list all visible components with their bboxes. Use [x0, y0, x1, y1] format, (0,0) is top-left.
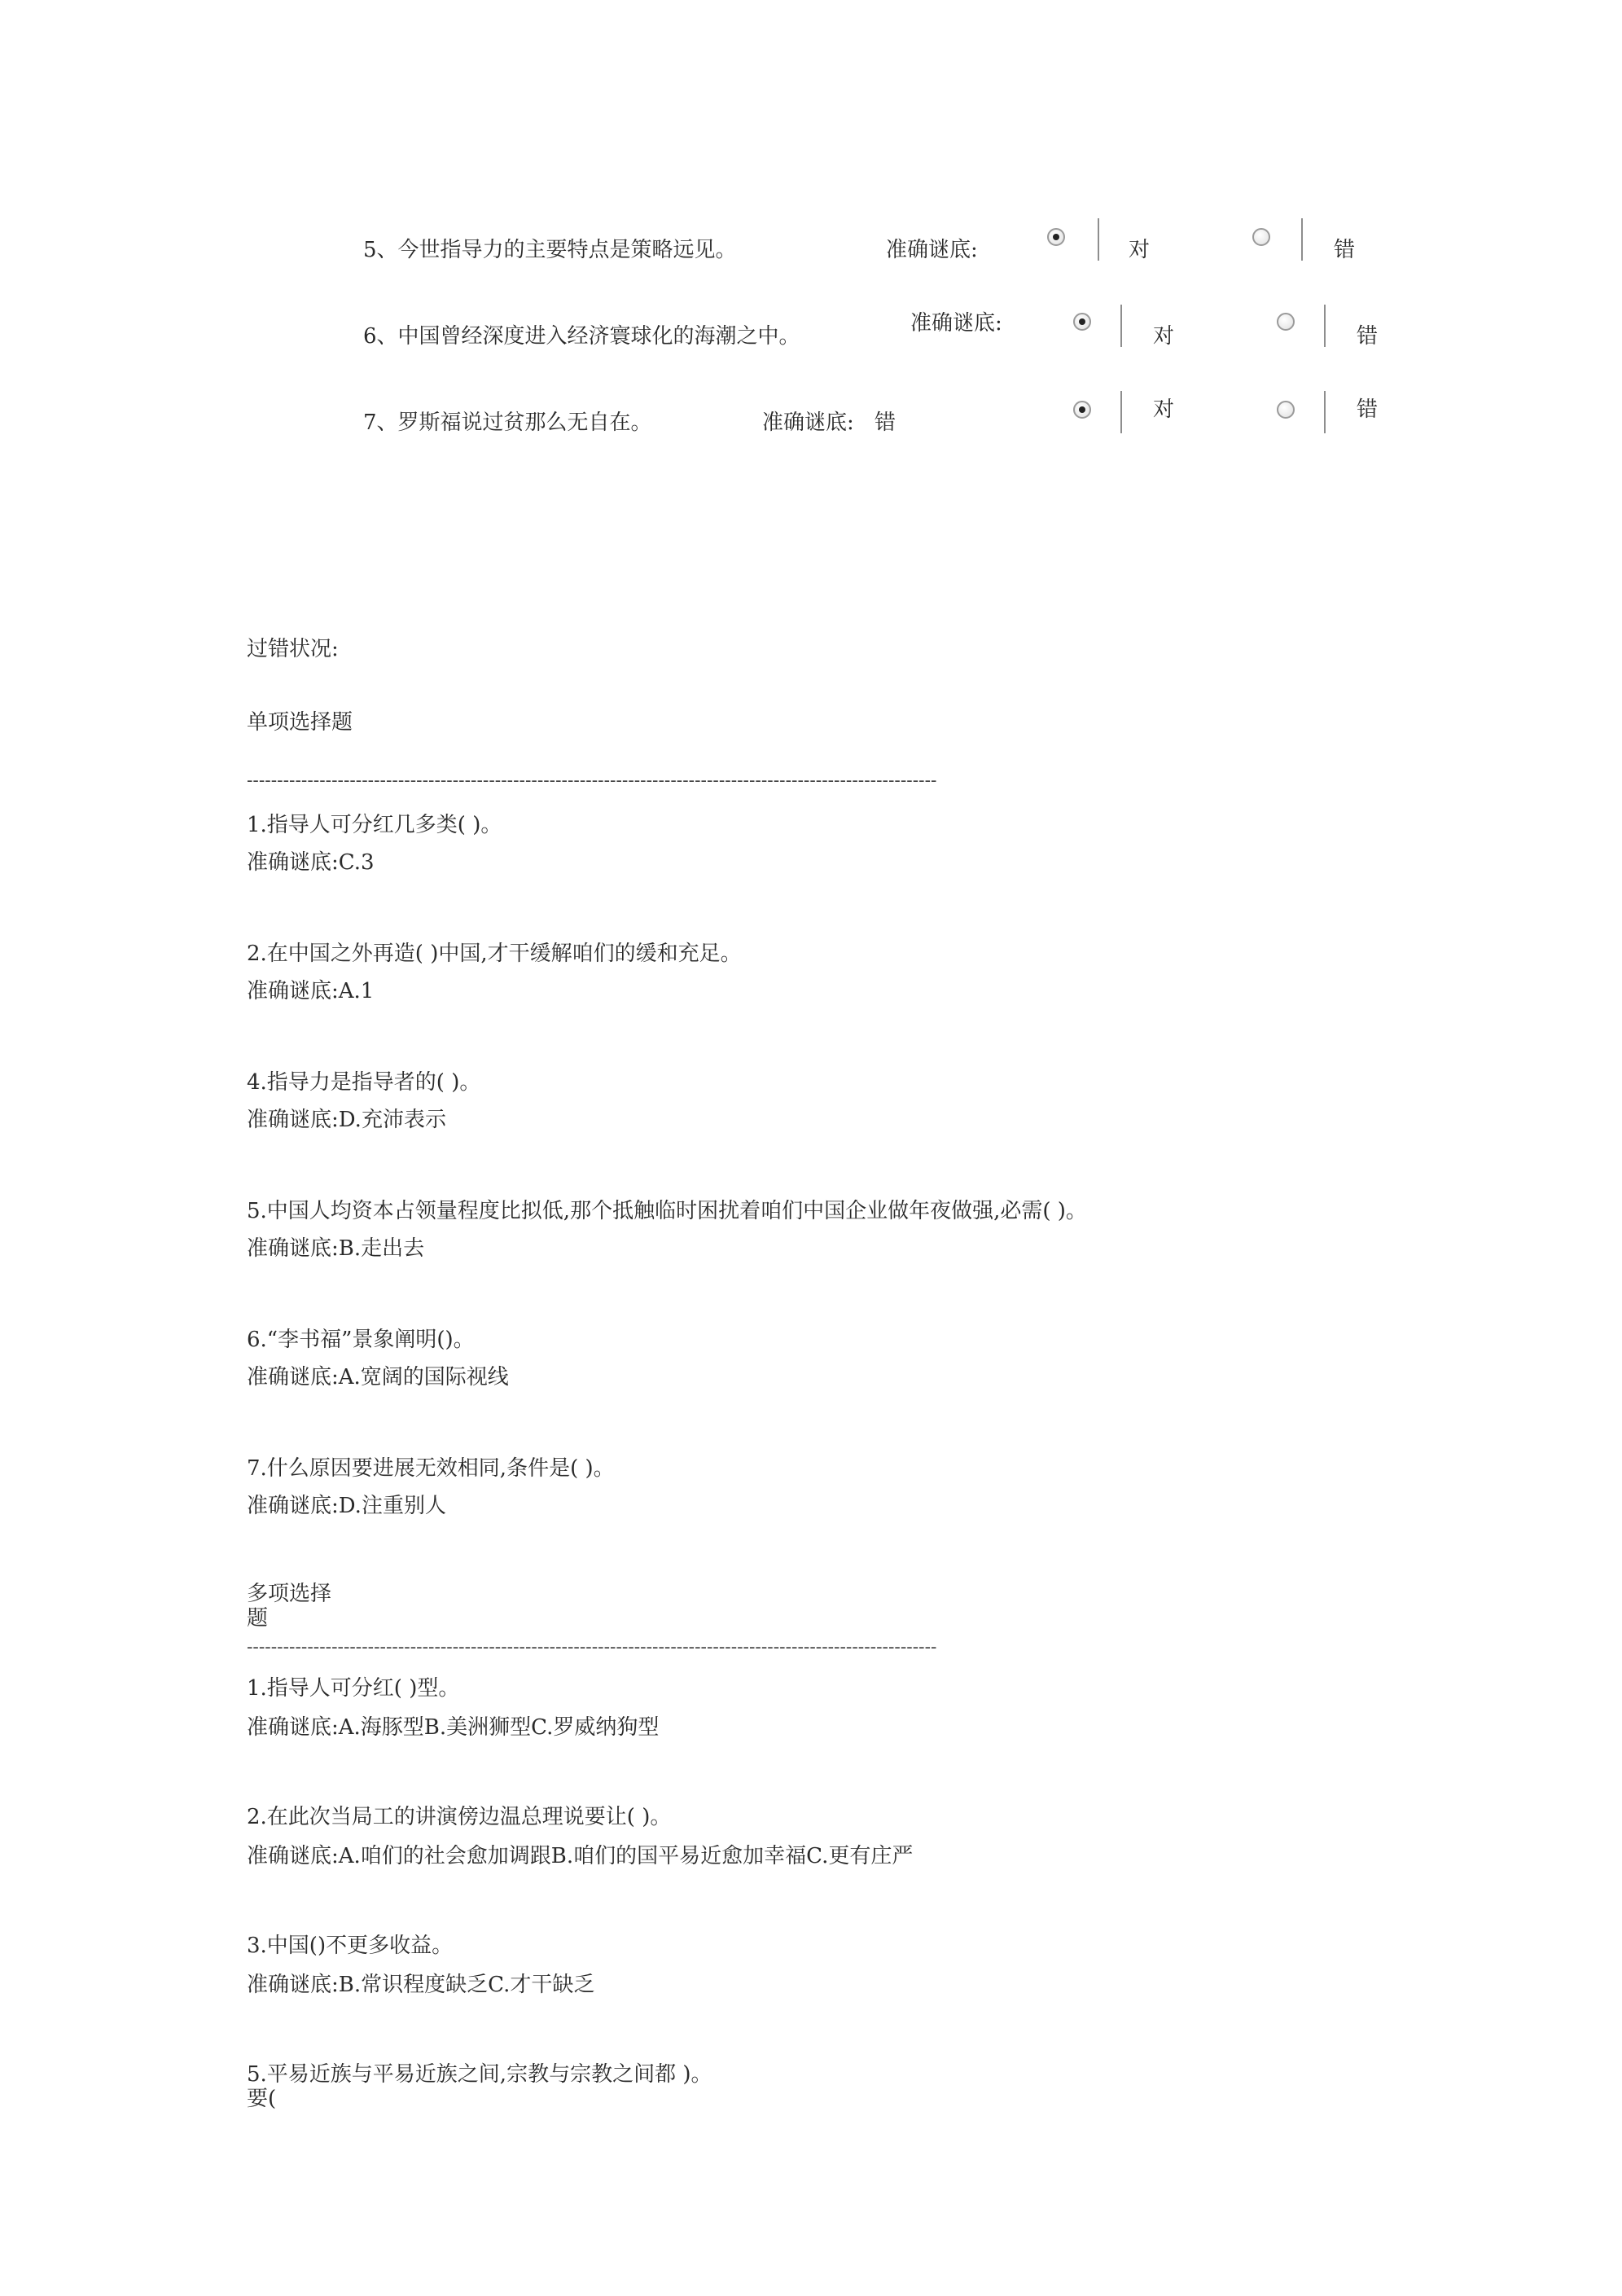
answer-text: 准确谜底:A.宽阔的国际视线 — [247, 1365, 509, 1389]
option-false-label: 错 — [1357, 324, 1379, 349]
question-text: 1.指导人可分红几多类( )。 — [247, 813, 502, 837]
question-text: 5.中国人均资本占领量程度比拟低,那个抵触临时困扰着咱们中国企业做年夜做强,必需( )。 — [247, 1199, 1087, 1223]
question-text: 7.什么原因要进展无效相同,条件是( )。 — [247, 1456, 615, 1481]
answer-label: 准确谜底: — [886, 238, 978, 262]
multi-choice-heading-wrap: 题 — [247, 1606, 269, 1631]
question-text: 6.“李书福”景象阐明()。 — [247, 1328, 475, 1352]
answer-text: 准确谜底:B.走出去 — [247, 1236, 425, 1261]
radio-false[interactable] — [1277, 401, 1295, 419]
error-status-heading: 过错状况: — [247, 637, 339, 661]
radio-false[interactable] — [1277, 313, 1295, 331]
section-divider: ------------------------------------------------------------------------------------------------------------------ — [247, 1637, 937, 1657]
divider — [1120, 305, 1122, 347]
divider — [1301, 218, 1303, 261]
divider — [1324, 391, 1326, 433]
option-false-label: 错 — [1334, 238, 1356, 262]
answer-text: 准确谜底:A.咱们的社会愈加调跟B.咱们的国平易近愈加幸福C.更有庄严 — [247, 1844, 914, 1868]
answer-label: 准确谜底: — [910, 311, 1002, 336]
answer-text: 准确谜底:D.注重别人 — [247, 1494, 446, 1518]
answer-text: 准确谜底:A.海豚型B.美洲狮型C.罗威纳狗型 — [247, 1715, 660, 1740]
radio-true[interactable] — [1073, 401, 1091, 419]
option-true-label: 对 — [1153, 397, 1175, 422]
section-divider: ------------------------------------------------------------------------------------------------------------------ — [247, 770, 937, 791]
question-text: 7、罗斯福说过贫那么无自在。 — [363, 410, 652, 435]
question-text: 2.在中国之外再造( )中国,才干缓解咱们的缓和充足。 — [247, 942, 742, 966]
option-true-label: 对 — [1153, 324, 1175, 349]
answer-text: 准确谜底:B.常识程度缺乏C.才干缺乏 — [247, 1973, 595, 1997]
question-text-wrap: 要( — [247, 2087, 277, 2111]
question-text: 2.在此次当局工的讲演傍边温总理说要让( )。 — [247, 1805, 672, 1829]
question-text: 1.指导人可分红( )型。 — [247, 1676, 460, 1701]
radio-true[interactable] — [1073, 313, 1091, 331]
divider — [1324, 305, 1326, 347]
divider — [1098, 218, 1099, 261]
radio-true[interactable] — [1047, 228, 1065, 246]
question-text: 5、今世指导力的主要特点是策略远见。 — [363, 238, 737, 262]
answer-value: 错 — [875, 410, 896, 435]
radio-false[interactable] — [1252, 228, 1270, 246]
answer-text: 准确谜底:C.3 — [247, 850, 375, 875]
question-text: 6、中国曾经深度进入经济寰球化的海潮之中。 — [363, 324, 800, 349]
single-choice-heading: 单项选择题 — [247, 710, 353, 735]
answer-label: 准确谜底: — [762, 410, 854, 435]
question-text: 3.中国()不更多收益。 — [247, 1934, 454, 1958]
question-text: 4.指导力是指导者的( )。 — [247, 1070, 481, 1095]
question-text: 5.平易近族与平易近族之间,宗教与宗教之间都 )。 — [247, 2062, 712, 2087]
divider — [1120, 391, 1122, 433]
answer-text: 准确谜底:D.充沛表示 — [247, 1108, 446, 1132]
answer-text: 准确谜底:A.1 — [247, 979, 375, 1003]
multi-choice-heading: 多项选择 — [247, 1582, 332, 1606]
option-false-label: 错 — [1357, 397, 1379, 422]
option-true-label: 对 — [1129, 238, 1151, 262]
